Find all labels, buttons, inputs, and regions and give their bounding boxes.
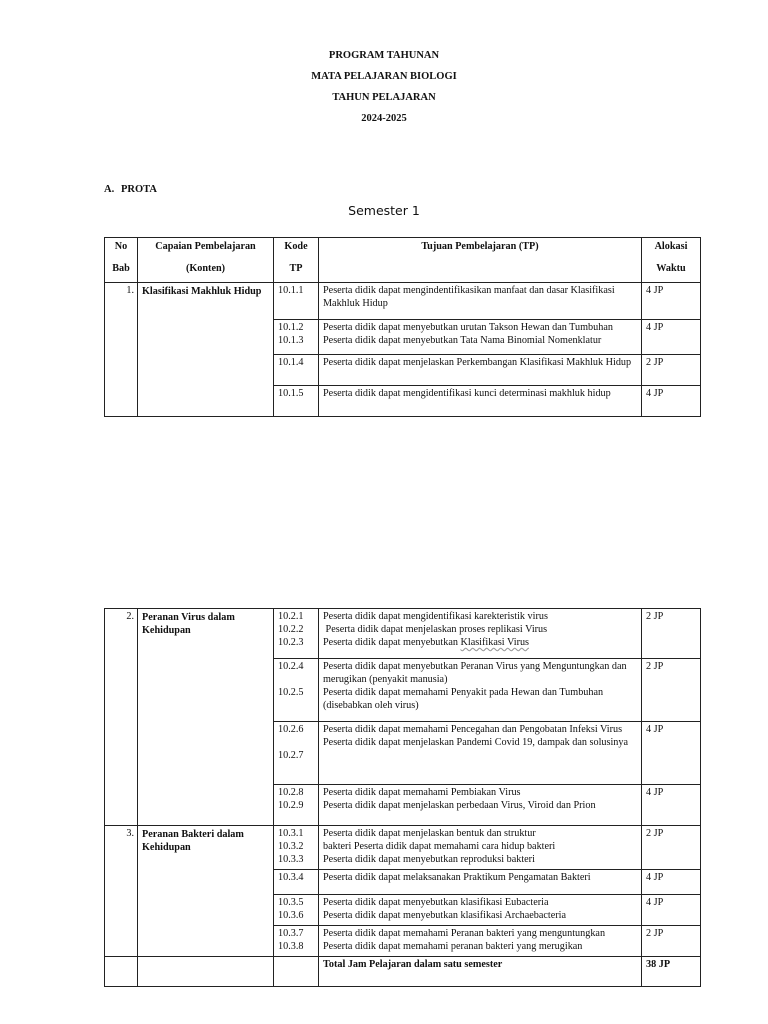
- chapter-number: 3.: [105, 826, 138, 957]
- time-allocation: 2 JP: [642, 355, 701, 386]
- tp-code: 10.1.1: [274, 283, 319, 320]
- column-header-capaian: Capaian Pembelajaran (Konten): [138, 238, 274, 283]
- tp-description: Peserta didik dapat melaksanakan Praktikum Pengamatan Bakteri: [319, 870, 642, 895]
- tp-code: 10.1.5: [274, 386, 319, 417]
- tp-description: Peserta didik dapat menjelaskan Perkembangan Klasifikasi Makhluk Hidup: [319, 355, 642, 386]
- tp-description: Peserta didik dapat memahami Pembiakan Virus Peserta didik dapat menjelaskan perbedaan Virus, Viroid dan Prion: [319, 785, 642, 826]
- time-allocation: 4 JP: [642, 320, 701, 355]
- header-line-4: 2024-2025: [361, 113, 407, 124]
- column-header-alokasi: Alokasi Waktu: [642, 238, 701, 283]
- tp-description: Peserta didik dapat menyebutkan klasifikasi Eubacteria Peserta didik dapat menyebutkan klasifikasi Archaebacteria: [319, 895, 642, 926]
- total-label: Total Jam Pelajaran dalam satu semester: [319, 957, 642, 987]
- time-allocation: 2 JP: [642, 609, 701, 659]
- time-allocation: 4 JP: [642, 785, 701, 826]
- section-number: A.: [104, 184, 115, 195]
- column-header-no: No Bab: [105, 238, 138, 283]
- column-header-kode: Kode TP: [274, 238, 319, 283]
- chapter-number: 2.: [105, 609, 138, 826]
- section-title: PROTA: [121, 184, 157, 195]
- table-row: [105, 283, 701, 320]
- semester-title: Semester 1: [348, 203, 420, 218]
- tp-code: 10.2.4 10.2.5: [274, 659, 319, 722]
- column-header-tujuan: Tujuan Pembelajaran (TP): [319, 238, 642, 283]
- total-row: [105, 957, 701, 987]
- section-heading: [104, 184, 157, 195]
- tp-code: 10.2.8 10.2.9: [274, 785, 319, 826]
- time-allocation: 2 JP: [642, 826, 701, 870]
- chapter-number: 1.: [105, 283, 138, 417]
- tp-description: Peserta didik dapat menyebutkan urutan Takson Hewan dan Tumbuhan Peserta didik dapat menyebutkan Tata Nama Binomial Nomenklatur: [319, 320, 642, 355]
- table-header-row: [105, 238, 701, 283]
- tp-code: 10.3.7 10.3.8: [274, 926, 319, 957]
- time-allocation: 4 JP: [642, 386, 701, 417]
- tp-code: 10.3.1 10.3.2 10.3.3: [274, 826, 319, 870]
- table-row: [105, 609, 701, 659]
- tp-description: Peserta didik dapat mengidentifikasi kunci determinasi makhluk hidup: [319, 386, 642, 417]
- tp-description: Peserta didik dapat menyebutkan Peranan Virus yang Menguntungkan dan merugikan (penyakit manusia) Peserta didik dapat memahami Penyakit pada Hewan dan Tumbuhan (disebabkan oleh virus): [319, 659, 642, 722]
- header-line-2: MATA PELAJARAN BIOLOGI: [311, 71, 457, 82]
- time-allocation: 4 JP: [642, 895, 701, 926]
- spellcheck-underlined-text: Klasifikasi Virus: [460, 637, 530, 648]
- tp-code: 10.1.4: [274, 355, 319, 386]
- header-line-3: TAHUN PELAJARAN: [332, 92, 436, 103]
- tp-code: 10.1.2 10.1.3: [274, 320, 319, 355]
- table-row: [105, 826, 701, 870]
- tp-code: 10.2.6 10.2.7: [274, 722, 319, 785]
- total-value: 38 JP: [642, 957, 701, 987]
- chapter-title: Klasifikasi Makhluk Hidup: [138, 283, 274, 417]
- header-line-1: PROGRAM TAHUNAN: [328, 50, 440, 61]
- time-allocation: 4 JP: [642, 722, 701, 785]
- tp-description: Peserta didik dapat memahami Pencegahan dan Pengobatan Infeksi Virus Peserta didik dapat menjelaskan Pandemi Covid 19, dampak dan solusinya: [319, 722, 642, 785]
- tp-code: 10.3.4: [274, 870, 319, 895]
- time-allocation: 4 JP: [642, 870, 701, 895]
- tp-description: Peserta didik dapat menjelaskan bentuk dan struktur bakteri Peserta didik dapat memahami cara hidup bakteri Peserta didik dapat menyebutkan reproduksi bakteri: [319, 826, 642, 870]
- prota-table-part-2: [104, 608, 701, 987]
- tp-description: Peserta didik dapat mengidentifikasi karekteristik virus Peserta didik dapat menjelaskan proses replikasi Virus Peserta didik dapat menyebutkan Klasifikasi Virus: [319, 609, 642, 659]
- time-allocation: 4 JP: [642, 283, 701, 320]
- tp-code: 10.2.1 10.2.2 10.2.3: [274, 609, 319, 659]
- tp-description: Peserta didik dapat mengindentifikasikan manfaat dan dasar Klasifikasi Makhluk Hidup: [319, 283, 642, 320]
- prota-table-part-1: [104, 237, 701, 417]
- tp-code: 10.3.5 10.3.6: [274, 895, 319, 926]
- chapter-title: Peranan Bakteri dalam Kehidupan: [138, 826, 274, 957]
- chapter-title: Peranan Virus dalam Kehidupan: [138, 609, 274, 826]
- time-allocation: 2 JP: [642, 926, 701, 957]
- tp-description: Peserta didik dapat memahami Peranan bakteri yang menguntungkan Peserta didik dapat memahami peranan bakteri yang merugikan: [319, 926, 642, 957]
- document-header: [0, 49, 768, 133]
- time-allocation: 2 JP: [642, 659, 701, 722]
